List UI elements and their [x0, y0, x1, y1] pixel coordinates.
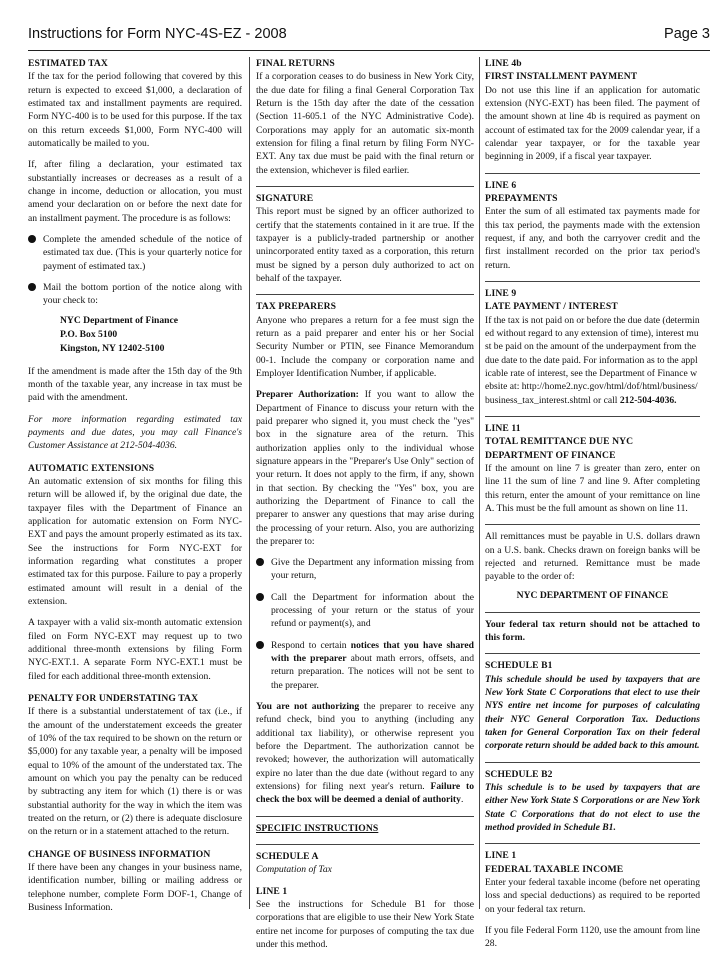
bullet-item: Call the Department for information about the processing of your return or the status of your refund or payment(s), and	[256, 591, 474, 631]
paragraph: If, after filing a declaration, your estimated tax substantially increases or decreases as a result of a change in income, deduction or allocation, you must amend your declaration on or before the next date for an installment payment. The procedure is as follows:	[28, 159, 242, 224]
mailing-address: NYC Department of Finance P.O. Box 5100 Kingston, NY 12402-5100	[60, 314, 179, 355]
paragraph: If the amount on line 7 is greater than zero, enter on line 11 the sum of line 7 and line 9. After completing this return, enter the amount of your remittance on line A. This must be the full amount as shown on line 11.	[485, 462, 700, 514]
estimated-tax-section	[28, 57, 242, 453]
document-title: Instructions for Form NYC-4S-EZ - 2008	[28, 26, 287, 42]
federal-line-1-section	[485, 843, 700, 950]
section-heading: AUTOMATIC EXTENSIONS	[28, 462, 155, 474]
paragraph-bold-italic: This schedule is to be used by taxpayers that are either New York State S Corporations or are New York State C Corporations that do not elect to use the method provided in Schedule B1.	[485, 782, 700, 834]
bullet-item: Mail the bottom portion of the notice along with your check to:	[28, 281, 242, 308]
section-heading: TAX PREPARERS	[256, 301, 337, 313]
page-number: Page 3	[664, 26, 710, 42]
line-6-section	[485, 173, 700, 272]
schedule-a-section	[256, 844, 474, 951]
final-returns-section	[256, 57, 474, 177]
line-subheading: PREPAYMENTS	[485, 192, 558, 204]
section-heading: SCHEDULE B2	[485, 768, 553, 780]
column-divider-2	[479, 57, 480, 909]
line-heading: LINE 1	[485, 850, 517, 862]
paragraph: If the tax is not paid on or before the due date (determined without regard to any extension of time), interest must be paid on the amount of the underpayment from the due date to the date paid. For information as to the applicable rate of interest, see the Department of Finance website at: http://home2.nyc.gov/html/dof/html/business/business_tax_interest.shtml or call 212-504-4036.	[485, 314, 700, 406]
column-2	[256, 57, 474, 960]
bullet-icon	[256, 593, 264, 601]
line-11-section	[485, 416, 700, 515]
section-heading: SCHEDULE B1	[485, 660, 553, 672]
paragraph: If the amendment is made after the 15th day of the 9th month of the taxable year, any increase in tax must be paid with the amendment.	[28, 365, 242, 404]
section-subheading: Computation of Tax	[256, 864, 332, 876]
paragraph: Enter your federal taxable income (before net operating loss and special deductions) as required to be reported on your federal tax return.	[485, 877, 700, 915]
line-heading: LINE 9	[485, 287, 517, 299]
paragraph: Do not use this line if an application for automatic extension (NYC-EXT) has been filed. The payment of the amount shown at line 4b is required as payment on account of estimated tax for the 2009 calendar year, if a calendar year taxpayer, or for the taxable year beginning in 2009, if a fiscal year taxpayer.	[485, 84, 700, 163]
page-header	[28, 26, 710, 48]
paragraph: A taxpayer with a valid six-month automatic extension filed on Form NYC-EXT may request up to two additional three-month extensions by filing Form NYC-EXT.1. A separate Form NYC-EXT.1 must be filed for each additional three-month extension.	[28, 617, 242, 682]
paragraph: If the tax for the period following that covered by this return is expected to exceed $1,000, a declaration of estimated tax and installment payments are required. Form NYC-400 is to be used for this purpose. If the tax on this return exceeds $1,000, Form NYC-400 will automatically be mailed to you.	[28, 71, 242, 149]
paragraph: See the instructions for Schedule B1 for those corporations that are eligible to use their New York State entire net income for purposes of computing the tax due under this method.	[256, 899, 474, 951]
column-1	[28, 57, 242, 923]
bullet-icon	[256, 641, 264, 649]
paragraph: Enter the sum of all estimated tax payments made for this tax period, the payments made with the extension request, if any, and both the carryover credit and the first installment recorded on the prior tax period's return.	[485, 206, 700, 271]
bullet-icon	[28, 235, 36, 243]
column-3	[485, 57, 700, 960]
paragraph-bold-italic: This schedule should be used by taxpayers that are New York State C Corporations that elect to use their NYS entire net income for purposes of calculating their NYC General Corporation Tax. Deductions taken for General Corporation Tax on their federal corporate return should be added back to this amount.	[485, 673, 700, 752]
line-heading: LINE 11	[485, 422, 521, 434]
line-heading: LINE 6	[485, 179, 517, 191]
schedule-b2-section	[485, 762, 700, 835]
paragraph: If a corporation ceases to do business in New York City, the due date for filing a final General Corporation Tax Return is the 15th day after the date of the cessation (Section 11-605.1 of the NYC Administrative Code). Corporations may apply for an automatic six-month extension for filing a final return by filing Form NYC-EXT. Any tax due must be paid with the final return or the extension, whichever is filed earlier.	[256, 71, 474, 176]
header-rule	[28, 50, 710, 51]
section-heading: SIGNATURE	[256, 192, 314, 204]
automatic-extensions-section	[28, 462, 242, 683]
paragraph: If there have been any changes in your business name, identification number, billing or mailing address or telephone number, complete Form DOF-1, Change of Business Information.	[28, 861, 242, 913]
remittance-section	[485, 524, 700, 603]
specific-instructions-section	[256, 816, 474, 835]
bullet-item: Give the Department any information missing from your return,	[256, 556, 474, 583]
bullet-icon	[28, 283, 36, 291]
paragraph: Anyone who prepares a return for a fee must sign the return as a paid preparer and enter his or her Social Security Number or PTIN, see Finance Memorandum 00-1. Include the company or corporation name and Employer Identification Number, if applicable.	[256, 314, 474, 379]
line-heading: LINE 4b	[485, 58, 522, 69]
paragraph: All remittances must be payable in U.S. dollars drawn on a U.S. bank. Checks drawn on foreign banks will be rejected and returned. Remittance must be made payable to the order of:	[485, 531, 700, 583]
section-heading: PENALTY FOR UNDERSTATING TAX	[28, 692, 199, 704]
payee-name: NYC DEPARTMENT OF FINANCE	[516, 590, 669, 602]
tax-preparers-section	[256, 294, 474, 806]
bullet-item: Respond to certain notices that you have shared with the preparer about math errors, offsets, and return preparation. The notices will not be sent to the preparer.	[256, 639, 474, 692]
line-4b-section	[485, 57, 700, 164]
line-subheading: LATE PAYMENT / INTEREST	[485, 301, 618, 313]
schedule-b1-section	[485, 653, 700, 752]
section-heading: ESTIMATED TAX	[28, 58, 108, 69]
bullet-icon	[256, 558, 264, 566]
bullet-item: Complete the amended schedule of the notice of estimated tax due. (This is your quarterly notice for payment of estimated tax.)	[28, 233, 242, 273]
line-subheading: DEPARTMENT OF FINANCE	[485, 449, 616, 461]
column-divider-1	[249, 57, 250, 909]
paragraph-bold: Your federal tax return should not be attached to this form.	[485, 618, 700, 644]
attachment-note-section	[485, 612, 700, 645]
paragraph: If there is a substantial understatement of tax (i.e., if the amount of the understatement exceeds the greater of 10% of the tax required to be shown on the return or $5,000) for any taxable year, a penalty will be imposed equal to 10% of the amount of the understated tax. The amount on which you pay the penalty can be reduced by subtracting any item for which (1) there is or was substantial authority for the way in which the item was treated on the return, or (2) there is adequate disclosure on the return or in a statement attached to the return.	[28, 706, 242, 838]
line-9-section	[485, 281, 700, 407]
paragraph: You are not authorizing the preparer to receive any refund check, bind you to anything (including any additional tax liability), or otherwise represent you before the Department. The authorization cannot be revoked; however, the authorization will automatically expire no later than the due date (without regard to any extensions) for filing next year's return. Failure to check the box will be deemed a denial of authority.	[256, 701, 474, 806]
paragraph: If you file Federal Form 1120, use the amount from line 28.	[485, 925, 700, 950]
signature-section	[256, 186, 474, 285]
line-subheading: FEDERAL TAXABLE INCOME	[485, 863, 624, 875]
line-subheading: TOTAL REMITTANCE DUE NYC	[485, 436, 634, 448]
paragraph-italic: For more information regarding estimated tax payments and due dates, you may call Finance's Customer Assistance at 212-504-4036.	[28, 413, 242, 452]
line-subheading: FIRST INSTALLMENT PAYMENT	[485, 71, 638, 83]
penalty-section	[28, 692, 242, 839]
line-heading: LINE 1	[256, 885, 288, 897]
section-heading: FINAL RETURNS	[256, 58, 335, 69]
section-heading: SPECIFIC INSTRUCTIONS	[256, 822, 379, 834]
paragraph: Preparer Authorization: If you want to allow the Department of Finance to discuss your return with the paid preparer who signed it, you must check the "yes" box in the signature area of the return. This authorization applies only to the individual whose signature appears in the "Preparer's Use Only" section of your return. It does not apply to the firm, if any, shown in that section. By checking the "Yes" box, you are authorizing the Department of Finance to call the preparer to answer any questions that may arise during the processing of your return. Also, you are authorizing the preparer to:	[256, 389, 474, 547]
change-of-business-section	[28, 848, 242, 915]
paragraph: This report must be signed by an officer authorized to certify that the statements contained in it are true. If the taxpayer is a publicly-traded partnership or another unincorporated entity taxed as a corporation, this return must be signed by a person duly authorized to act on behalf of the taxpayer.	[256, 206, 474, 284]
section-heading: CHANGE OF BUSINESS INFORMATION	[28, 848, 211, 860]
section-heading: SCHEDULE A	[256, 851, 319, 863]
paragraph: An automatic extension of six months for filing this return will be allowed if, by the original due date, the taxpayer files with the Department of Finance an application for automatic extension on Form NYC-EXT and pays the amount properly estimated as its tax. See the instructions for Form NYC-EXT for information regarding what constitutes a proper estimated tax for this purpose. Failure to pay a properly estimated amount will result in a denial of the extension.	[28, 476, 242, 607]
